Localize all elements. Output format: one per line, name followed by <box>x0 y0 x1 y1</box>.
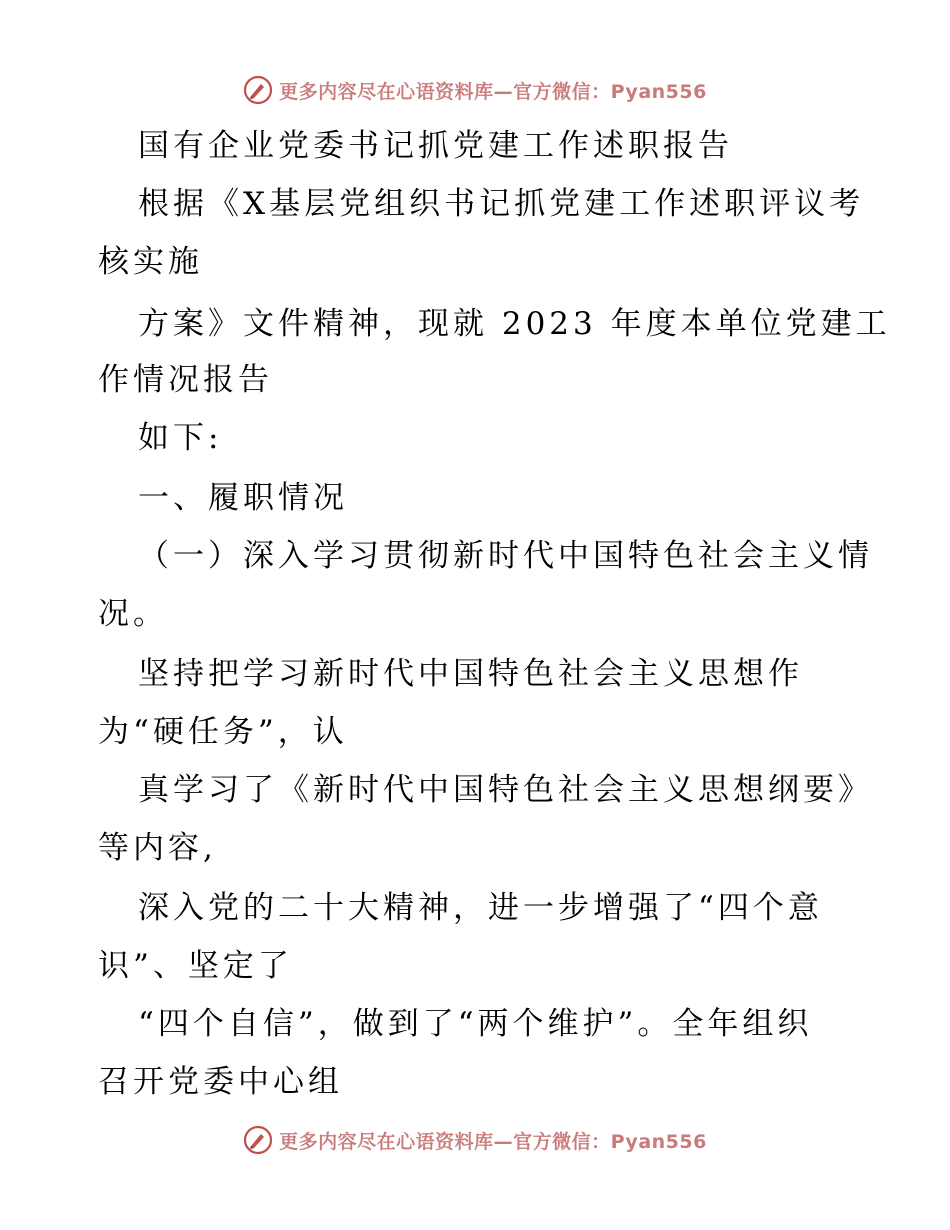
paragraph-line: 方案》文件精神，现就 2023 年度本单位党建工 <box>138 306 891 342</box>
paragraph-line: 根据《X基层党组织书记抓党建工作述职评议考 <box>138 186 865 222</box>
paragraph-line: 作情况报告 <box>98 362 273 398</box>
section-heading: 一、履职情况 <box>138 480 348 516</box>
footer-watermark-banner <box>0 1120 950 1160</box>
paragraph-line: 真学习了《新时代中国特色社会主义思想纲要》 <box>138 772 873 808</box>
paragraph-line: 核实施 <box>98 244 203 280</box>
pen-logo-icon <box>243 75 273 105</box>
subsection-heading: （一）深入学习贯彻新时代中国特色社会主义情 <box>138 538 873 574</box>
paragraph-line: 识”、坚定了 <box>98 948 293 984</box>
pen-logo-icon <box>243 1125 273 1155</box>
header-watermark-banner <box>0 70 950 110</box>
paragraph-line: 坚持把学习新时代中国特色社会主义思想作 <box>138 656 803 692</box>
paragraph-line: 等内容, <box>98 830 217 866</box>
paragraph-line: “四个自信”，做到了“两个维护”。全年组织 <box>138 1006 813 1042</box>
paragraph-line: 为“硬任务”，认 <box>98 714 348 750</box>
watermark-text: 更多内容尽在心语资料库—官方微信：Pyan556 <box>279 1130 707 1153</box>
doc-title: 国有企业党委书记抓党建工作述职报告 <box>138 128 733 164</box>
paragraph-line: 召开党委中心组 <box>98 1064 343 1100</box>
paragraph-line: 如下: <box>138 420 223 456</box>
watermark-text: 更多内容尽在心语资料库—官方微信：Pyan556 <box>279 80 707 103</box>
paragraph-line: 深入党的二十大精神，进一步增强了“四个意 <box>138 890 823 926</box>
paragraph-line: 况。 <box>98 596 168 632</box>
